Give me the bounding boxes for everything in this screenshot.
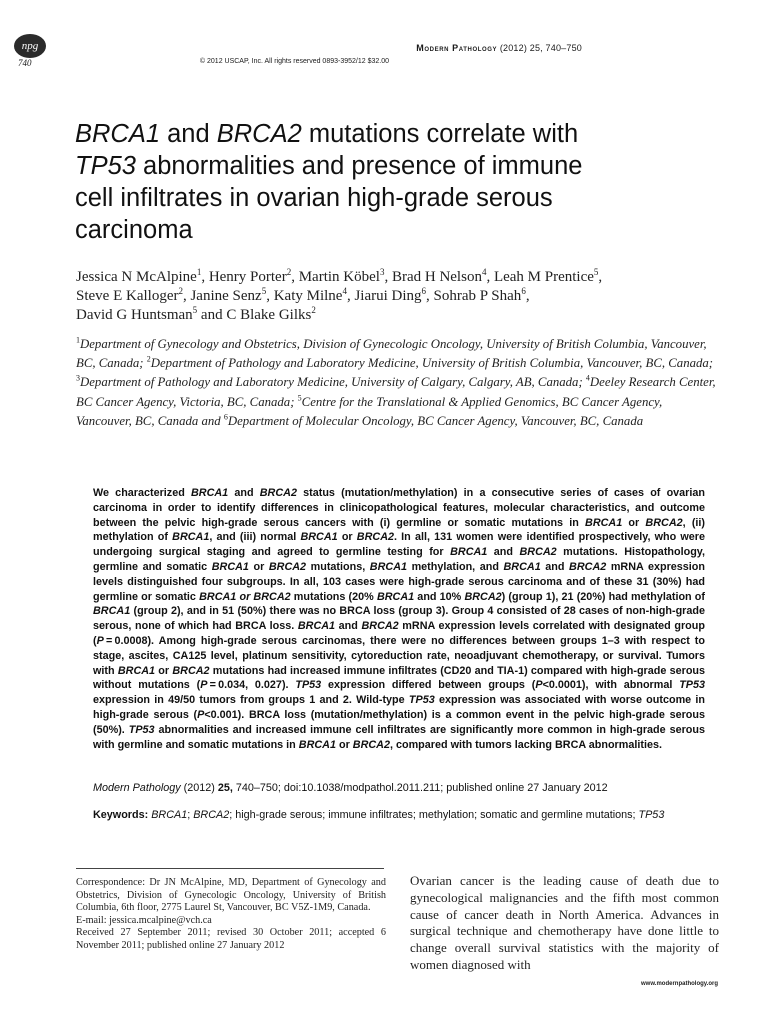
author-name: Martin Köbel — [298, 269, 380, 285]
text-run: expression was associated with worse outcome in high-grade serous ( — [93, 694, 706, 721]
italic-term: BRCA1 — [151, 809, 188, 821]
italic-term: BRCA1 — [300, 531, 338, 544]
text-run: (group 2), and in 51 (50%) there was no BRCA loss (group 3). Group 4 consisted of 28 cases of non-high-grade serous, none of which had BRCA loss. — [93, 605, 705, 633]
affiliation-text: Centre for the Translational & Applied Genomics, BC Cancer Agency, Vancouver, BC, Canada and — [76, 394, 663, 428]
author-name: Henry Porter — [208, 269, 287, 285]
author-name: Leah M Prentice — [493, 269, 594, 285]
italic-term: BRCA2 — [356, 531, 394, 544]
correspondence-email[interactable]: E-mail: jessica.mcalpine@vch.ca — [76, 914, 212, 926]
italic-term: BRCA1 — [93, 605, 131, 618]
italic-term: BRCA2 — [193, 809, 230, 821]
italic-term: BRCA2 — [361, 620, 399, 633]
text-run: mutations had increased immune infiltrates (CD20 and TIA-1) compared with high-grade serous without mutations ( — [93, 664, 706, 692]
author-separator: , — [182, 288, 191, 304]
text-run: , and (iii) normal — [209, 531, 301, 544]
title-gene-brca2: BRCA2 — [216, 120, 302, 148]
author-name: Sohrab P Shah — [433, 288, 522, 304]
italic-term: BRCA1 — [211, 560, 249, 573]
text-run: or — [248, 560, 269, 573]
author-affiliation-marker: 2 — [311, 305, 316, 315]
italic-term: P — [200, 679, 208, 692]
text-run: or — [337, 531, 357, 544]
text-run: or — [335, 738, 353, 751]
author-affiliation-marker: 1 — [196, 267, 202, 277]
received-dates: Received 27 September 2011; revised 30 October 2011; accepted 6 November 2011; published online 27 January 2012 — [76, 927, 386, 951]
title-text: and — [160, 120, 217, 148]
affiliation-text: Department of Pathology and Laboratory Medicine, University of British Columbia, Vancouver, BC, Canada; — [150, 356, 714, 371]
text-run: mRNA expression levels correlated with designated group ( — [93, 620, 705, 647]
italic-term: BRCA2 — [259, 487, 297, 499]
affiliation-number: 2 — [146, 354, 151, 364]
italic-term: BRCA1 — [376, 590, 415, 603]
italic-term: BRCA1 — [503, 560, 541, 573]
author-name: Steve E Kalloger — [76, 288, 179, 304]
author-affiliation-marker: 5 — [192, 305, 198, 315]
title-text: abnormalities and presence of immune — [135, 152, 583, 180]
affiliation-number: 3 — [76, 374, 80, 384]
italic-term: BRCA2 — [268, 560, 307, 573]
correspondence-footnote — [76, 877, 386, 953]
italic-term: TP53 — [128, 723, 155, 736]
text-run: expression differed between groups ( — [321, 679, 536, 692]
text-run: mutations, — [306, 560, 370, 573]
text-run: ; high-grade serous; immune infiltrates; methylation; somatic and germline mutations; — [229, 809, 639, 821]
text-run: and — [335, 620, 362, 633]
text-run: ) (group 1), 21 (20%) had methylation of — [501, 590, 705, 603]
journal-website[interactable]: www.modernpathology.org — [641, 981, 718, 987]
text-run: = 0.034, 0.027). — [207, 679, 296, 692]
citation-volume: 25, — [217, 782, 233, 794]
text-run: mutations. Histopathology, germline and somatic — [93, 546, 705, 573]
title-gene-brca1: BRCA1 — [75, 120, 161, 148]
abstract — [93, 486, 705, 752]
author-separator: and — [197, 307, 227, 323]
footnote-divider — [76, 868, 384, 869]
affiliation-number: 5 — [297, 393, 302, 403]
author-name: Janine Senz — [190, 288, 262, 304]
article-title — [75, 118, 735, 246]
author-affiliation-marker: 6 — [421, 286, 427, 296]
author-name: Katy Milne — [273, 288, 343, 304]
affiliation-number: 6 — [223, 412, 228, 422]
journal-header — [0, 43, 582, 53]
italic-term: BRCA2 — [352, 738, 390, 751]
affiliation-text: Deeley Research Center, BC Cancer Agency, Victoria, BC, Canada; — [76, 375, 716, 409]
text-run: , compared with tumors lacking BRCA abnormalities. — [389, 738, 662, 751]
text-run: and 10% — [414, 590, 465, 603]
italic-term: P — [96, 634, 104, 647]
affiliation-number: 4 — [585, 374, 590, 384]
affiliations — [76, 335, 720, 431]
author-affiliation-marker: 4 — [481, 267, 487, 277]
author-separator: , — [346, 288, 355, 304]
author-separator: , — [486, 269, 494, 285]
text-run: = 0.0008). Among high-grade serous carcinomas, there were no differences between groups 1–3 with respect to stage, ascites, CA125 level, platinum sensitivity, cytoreduction rate, neoadjuvant chemotherapy, or survival. Tumors with — [93, 634, 705, 677]
text-run: and — [487, 546, 520, 559]
title-text: carcinoma — [75, 216, 193, 244]
text-run: mutations (20% — [290, 590, 377, 603]
keywords — [93, 808, 705, 823]
citation-journal: Modern Pathology — [93, 782, 181, 794]
author-name: Jessica N McAlpine — [76, 269, 197, 285]
italic-term: P — [197, 708, 205, 721]
correspondence-address: Correspondence: Dr JN McAlpine, MD, Department of Gynecology and Obstetrics, Division of Gynecologic Oncology, University of British Columbia, 6th floor, 2775 Laurel St, Vancouver, BC V5Z-1M9, Canada. — [76, 877, 386, 914]
author-separator: , — [291, 269, 299, 285]
italic-term: BRCA1 — [585, 516, 623, 529]
italic-term: BRCA1 — [190, 487, 229, 499]
introduction-text: Ovarian cancer is the leading cause of death due to gynecological malignancies and the fifth most common cause of cancer death in North America. Advances in surgical technique and chemotherapy have done little to change overall survival statistics with the majority of women diagnosed with — [410, 873, 719, 972]
journal-name: Modern Pathology — [416, 43, 498, 53]
text-run: <0.0001), with abnormal — [542, 679, 680, 692]
italic-term: BRCA1 — [297, 620, 336, 633]
italic-term: BRCA1 — [172, 531, 210, 544]
author-affiliation-marker: 5 — [593, 267, 599, 277]
text-run: abnormalities and increased immune cell infiltrates are significantly more common in high-grade serous with germline and somatic mutations in — [93, 723, 705, 751]
page-number: 740 — [18, 58, 32, 68]
affiliation-number: 1 — [76, 335, 80, 345]
text-run: or — [155, 664, 173, 677]
italic-term: TP53 — [679, 679, 705, 692]
text-run: , (ii) methylation of — [93, 516, 706, 544]
text-run: methylation, and — [407, 560, 504, 573]
italic-term: BRCA2 — [464, 590, 502, 603]
text-run: . In all, 131 women were identified prospectively, who were undergoing surgical staging and agreed to germline testing for — [93, 531, 706, 559]
italic-term: BRCA2 — [645, 516, 683, 529]
affiliation-text: Department of Molecular Oncology, BC Cancer Agency, Vancouver, BC, Canada — [227, 413, 644, 428]
text-run: expression in 49/50 tumors from groups 1 and 2. Wild-type — [93, 694, 409, 707]
italic-term: BRCA1 — [369, 560, 407, 573]
author-list — [76, 268, 716, 325]
journal-issue: (2012) 25, 740–750 — [499, 43, 582, 53]
italic-term: BRCA2 — [519, 546, 557, 559]
text-run: ; — [187, 809, 194, 821]
author-affiliation-marker: 4 — [342, 286, 347, 296]
italic-term: BRCA1 — [117, 664, 156, 677]
text-run: <0.001). BRCA loss (mutation/methylation) is a common event in the pelvic high-grade serous (50%). — [93, 708, 705, 736]
author-name: Brad H Nelson — [391, 269, 482, 285]
italic-term: BRCA2 — [172, 664, 210, 677]
affiliation-text: Department of Pathology and Laboratory Medicine, University of Calgary, Calgary, AB, Canada; — [80, 375, 586, 390]
author-separator: , — [201, 269, 209, 285]
author-affiliation-marker: 3 — [379, 267, 385, 277]
copyright-line: © 2012 USCAP, Inc. All rights reserved 0893-3952/12 $32.00 — [199, 58, 389, 65]
citation-details: 740–750; doi:10.1038/modpathol.2011.211; published online 27 January 2012 — [232, 782, 608, 794]
author-separator: , — [525, 288, 530, 304]
author-affiliation-marker: 6 — [521, 286, 526, 296]
keywords-items — [151, 809, 664, 821]
citation-year: (2012) — [180, 782, 218, 794]
title-text: mutations correlate with — [301, 120, 579, 148]
italic-term: BRCA1 or BRCA2 — [199, 590, 291, 603]
italic-term: P — [535, 679, 543, 692]
text-run: mRNA expression levels distinguished four subgroups. In all, 103 cases were high-grade serous carcinoma and of these 31 (30%) had germline or somatic — [93, 560, 705, 603]
keywords-label: Keywords: — [93, 809, 149, 821]
italic-term: BRCA1 — [298, 738, 336, 751]
author-separator: , — [266, 288, 274, 304]
italic-term: BRCA1 — [450, 546, 488, 559]
author-affiliation-marker: 2 — [286, 267, 292, 277]
affiliation-text: Department of Gynecology and Obstetrics, Division of Gynecologic Oncology, University of British Columbia, Vancouver, BC, Canada; — [76, 337, 707, 371]
author-name: C Blake Gilks — [226, 307, 312, 323]
author-separator: , — [426, 288, 434, 304]
text-run: and — [228, 487, 260, 499]
italic-term: BRCA2 — [569, 560, 607, 573]
text-run: We characterized — [93, 487, 191, 499]
author-name: David G Huntsman — [76, 307, 193, 323]
author-affiliation-marker: 2 — [178, 286, 183, 296]
italic-term: TP53 — [295, 679, 322, 692]
author-separator: , — [598, 269, 603, 285]
text-run: or — [622, 516, 646, 529]
author-affiliation-marker: 5 — [261, 286, 267, 296]
text-run: status (mutation/methylation) in a consecutive series of cases of ovarian carcinoma in order to identify differences in clinicopathological features, molecular characteristics, and outcome between the pelvic high-grade serous cancers with (i) germline or somatic mutations in — [93, 487, 705, 529]
title-gene-tp53: TP53 — [75, 152, 136, 180]
author-name: Jiarui Ding — [354, 288, 422, 304]
citation — [93, 781, 705, 795]
title-text: cell infiltrates in ovarian high-grade serous — [75, 184, 553, 212]
italic-term: TP53 — [638, 809, 665, 821]
text-run: and — [540, 560, 570, 573]
author-separator: , — [384, 269, 392, 285]
italic-term: TP53 — [408, 694, 435, 707]
npg-logo: npg — [14, 34, 46, 58]
